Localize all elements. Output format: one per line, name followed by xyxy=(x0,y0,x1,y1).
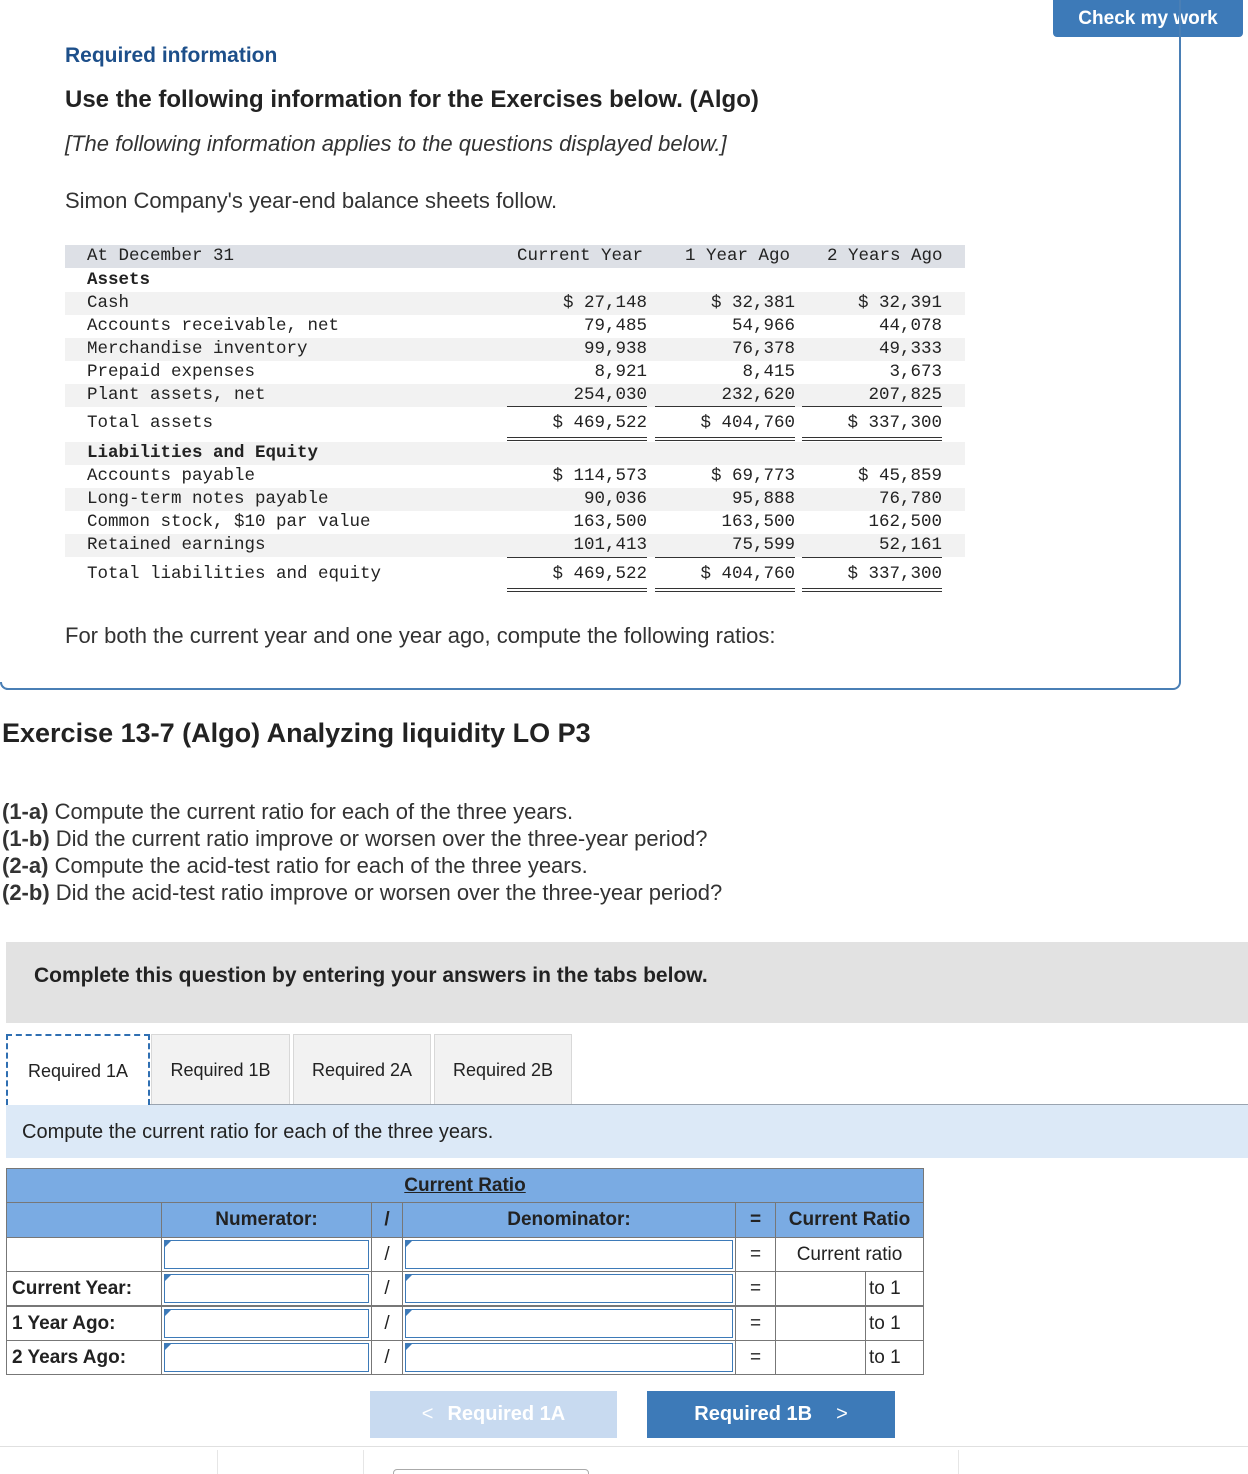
ratio-input-1-year-ago[interactable] xyxy=(775,1306,866,1341)
table-row xyxy=(65,292,965,315)
applies-note: [The following information applies to the questions displayed below.] xyxy=(65,131,727,156)
question-list xyxy=(2,798,722,906)
denominator-header: Denominator: xyxy=(402,1202,736,1238)
tab-required-2a[interactable]: Required 2A xyxy=(293,1034,431,1105)
row-value-c3: $ 32,391 xyxy=(857,293,942,313)
question-2b: (2-b) Did the acid-test ratio improve or worsen over the three-year period? xyxy=(2,880,723,905)
numerator-header: Numerator: xyxy=(161,1202,372,1238)
row-value-c2: 232,620 xyxy=(721,385,795,405)
current-ratio-grid xyxy=(6,1168,924,1375)
row-value-c3: 3,673 xyxy=(889,362,942,382)
check-my-work-button[interactable]: Check my work xyxy=(1053,0,1243,37)
row-label: Plant assets, net xyxy=(87,385,266,405)
row-value-c3: 162,500 xyxy=(868,512,942,532)
header-current-year: Current Year xyxy=(517,246,644,266)
question-1a: (1-a) Compute the current ratio for each of the three years. xyxy=(2,799,574,824)
row-value-c1: 101,413 xyxy=(573,535,647,555)
numerator-cell-2-years-ago xyxy=(161,1340,372,1375)
row-value-c2: 54,966 xyxy=(731,316,795,336)
formula-row-label xyxy=(6,1237,162,1272)
row-value-c3: 49,333 xyxy=(878,339,942,359)
table-row xyxy=(65,361,965,384)
liabilities-section-row xyxy=(65,442,965,465)
row-value-c2: 163,500 xyxy=(721,512,795,532)
row-value-c3: 44,078 xyxy=(878,316,942,336)
header-label: At December 31 xyxy=(87,246,235,266)
row-value-c3: 207,825 xyxy=(868,385,942,405)
formula-result-label: Current ratio xyxy=(775,1237,924,1272)
intro-text: Simon Company's year-end balance sheets follow. xyxy=(65,188,558,213)
required-info-heading: Required information xyxy=(65,44,278,67)
table-header-row xyxy=(65,245,965,268)
chevron-left-icon: < xyxy=(421,1403,434,1425)
result-header: Current Ratio xyxy=(775,1202,924,1238)
required-info-panel xyxy=(0,0,1181,690)
row-value-c1: 8,921 xyxy=(594,362,647,382)
denominator-input-current-year[interactable] xyxy=(405,1274,733,1303)
row-label: Retained earnings xyxy=(87,535,266,555)
total-assets-2yr: $ 337,300 xyxy=(847,413,942,433)
slash-1-year-ago: / xyxy=(371,1306,403,1341)
row-value-c1: 90,036 xyxy=(583,489,647,509)
equals-1-year-ago: = xyxy=(735,1306,776,1341)
table-row xyxy=(65,534,965,557)
grid-header-blank xyxy=(6,1202,162,1238)
assets-label: Assets xyxy=(87,270,151,290)
row-label: Accounts receivable, net xyxy=(87,316,340,336)
total-liab-2yr: $ 337,300 xyxy=(847,564,942,584)
total-liab-row xyxy=(65,563,965,586)
table-row xyxy=(65,338,965,361)
numerator-input-1-year-ago[interactable] xyxy=(164,1309,369,1338)
chevron-right-icon: > xyxy=(836,1403,848,1425)
row-label-2-years-ago: 2 Years Ago: xyxy=(6,1340,162,1375)
denominator-input-1-year-ago[interactable] xyxy=(405,1309,733,1338)
row-label-1-year-ago: 1 Year Ago: xyxy=(6,1306,162,1341)
row-value-c1: 79,485 xyxy=(583,316,647,336)
formula-denominator-input[interactable] xyxy=(405,1240,733,1269)
to1-label-1-year-ago: to 1 xyxy=(865,1306,924,1341)
tab-required-1b[interactable]: Required 1B xyxy=(151,1034,290,1105)
to1-label-current-year: to 1 xyxy=(865,1271,924,1306)
formula-numerator-cell xyxy=(161,1237,372,1272)
footer-control xyxy=(393,1469,589,1474)
numerator-cell-current-year xyxy=(161,1271,372,1306)
slash-2-years-ago: / xyxy=(371,1340,403,1375)
row-value-c3: 52,161 xyxy=(878,535,942,555)
formula-numerator-input[interactable] xyxy=(164,1240,369,1269)
formula-slash: / xyxy=(371,1237,403,1272)
liabilities-label: Liabilities and Equity xyxy=(87,443,319,463)
row-label: Merchandise inventory xyxy=(87,339,308,359)
denominator-cell-current-year xyxy=(402,1271,736,1306)
tab-required-1a[interactable]: Required 1A xyxy=(6,1034,150,1105)
assets-section-row xyxy=(65,269,965,292)
denominator-cell-1-year-ago xyxy=(402,1306,736,1341)
total-liab-current: $ 469,522 xyxy=(552,564,647,584)
header-1-year-ago: 1 Year Ago xyxy=(685,246,791,266)
next-required-1b-button[interactable]: Required 1B > xyxy=(647,1391,895,1438)
equals-current-year: = xyxy=(735,1271,776,1306)
row-label: Cash xyxy=(87,293,130,313)
instruction-bar xyxy=(6,1105,1248,1158)
table-row xyxy=(65,315,965,338)
row-label: Long-term notes payable xyxy=(87,489,329,509)
row-value-c1: $ 27,148 xyxy=(562,293,647,313)
total-assets-label: Total assets xyxy=(87,413,214,433)
slash-current-year: / xyxy=(371,1271,403,1306)
row-value-c1: 163,500 xyxy=(573,512,647,532)
exercise-title: Exercise 13-7 (Algo) Analyzing liquidity LO P3 xyxy=(2,718,591,748)
total-assets-current: $ 469,522 xyxy=(552,413,647,433)
ratio-input-2-years-ago[interactable] xyxy=(775,1340,866,1375)
row-value-c3: $ 45,859 xyxy=(857,466,942,486)
prev-required-1a-button[interactable]: < Required 1A xyxy=(370,1391,617,1438)
closing-text: For both the current year and one year ago, compute the following ratios: xyxy=(65,623,776,648)
question-1b: (1-b) Did the current ratio improve or worsen over the three-year period? xyxy=(2,826,708,851)
slash-header: / xyxy=(371,1202,403,1238)
equals-header: = xyxy=(735,1202,776,1238)
row-label: Prepaid expenses xyxy=(87,362,256,382)
use-info-heading: Use the following information for the Exercises below. (Algo) xyxy=(65,86,759,113)
row-value-c1: 99,938 xyxy=(583,339,647,359)
ratio-input-current-year[interactable] xyxy=(775,1271,866,1306)
numerator-input-current-year[interactable] xyxy=(164,1274,369,1303)
formula-denominator-cell xyxy=(402,1237,736,1272)
complete-text: Complete this question by entering your answers in the tabs below. xyxy=(34,964,708,987)
row-value-c1: $ 114,573 xyxy=(552,466,647,486)
row-value-c2: $ 32,381 xyxy=(710,293,795,313)
row-value-c3: 76,780 xyxy=(878,489,942,509)
numerator-cell-1-year-ago xyxy=(161,1306,372,1341)
total-liab-label: Total liabilities and equity xyxy=(87,564,382,584)
numerator-input-2-years-ago[interactable] xyxy=(164,1343,369,1372)
total-assets-1yr: $ 404,760 xyxy=(700,413,795,433)
table-row xyxy=(65,511,965,534)
question-2a: (2-a) Compute the acid-test ratio for each of the three years. xyxy=(2,853,588,878)
grid-title: Current Ratio xyxy=(6,1168,924,1203)
row-value-c2: 75,599 xyxy=(731,535,795,555)
row-value-c2: 76,378 xyxy=(731,339,795,359)
total-liab-1yr: $ 404,760 xyxy=(700,564,795,584)
table-row xyxy=(65,384,965,407)
to1-label-2-years-ago: to 1 xyxy=(865,1340,924,1375)
denominator-input-2-years-ago[interactable] xyxy=(405,1343,733,1372)
table-row xyxy=(65,465,965,488)
row-label: Common stock, $10 par value xyxy=(87,512,371,532)
row-label-current-year: Current Year: xyxy=(6,1271,162,1306)
complete-instructions-bar xyxy=(6,942,1248,1023)
header-2-years-ago: 2 Years Ago xyxy=(827,246,943,266)
denominator-cell-2-years-ago xyxy=(402,1340,736,1375)
row-value-c1: 254,030 xyxy=(573,385,647,405)
formula-equals: = xyxy=(735,1237,776,1272)
table-row xyxy=(65,488,965,511)
equals-2-years-ago: = xyxy=(735,1340,776,1375)
row-value-c2: 8,415 xyxy=(742,362,795,382)
total-assets-row xyxy=(65,412,965,435)
row-value-c2: $ 69,773 xyxy=(710,466,795,486)
row-value-c2: 95,888 xyxy=(731,489,795,509)
row-label: Accounts payable xyxy=(87,466,256,486)
tab-required-2b[interactable]: Required 2B xyxy=(434,1034,572,1105)
instruction-text: Compute the current ratio for each of the three years. xyxy=(22,1121,494,1143)
